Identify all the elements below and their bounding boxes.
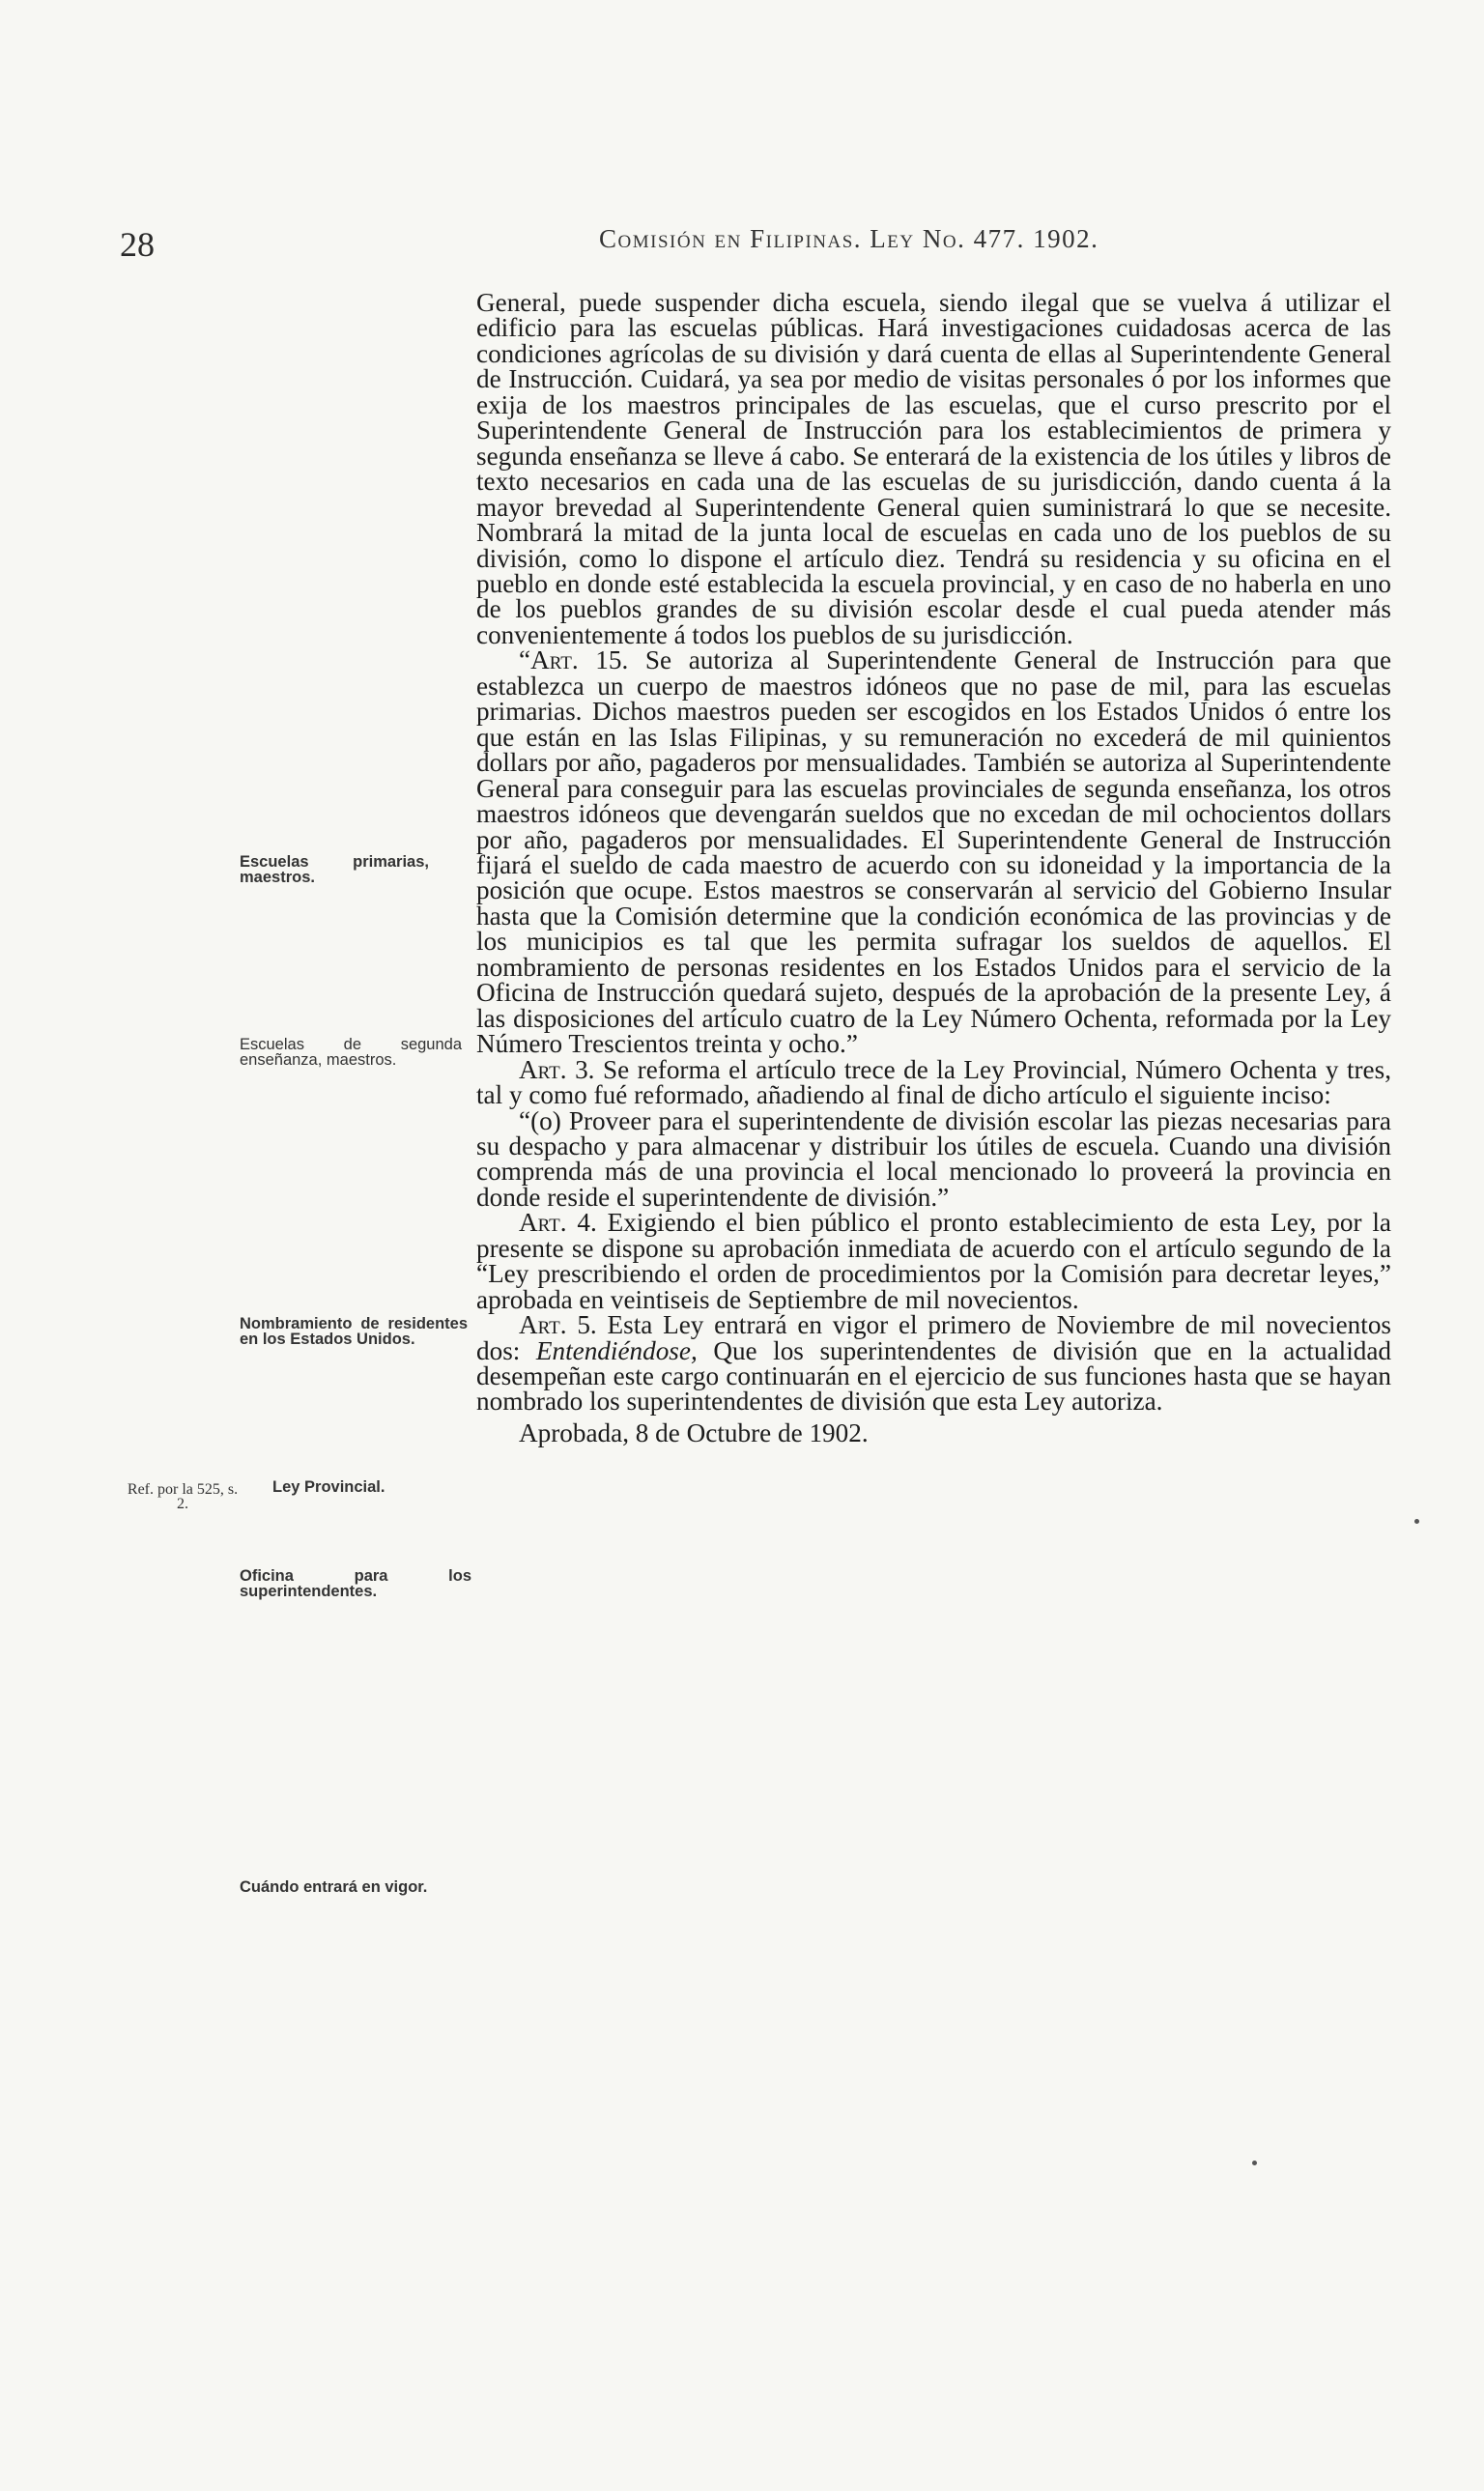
body-column	[476, 290, 1391, 1446]
art-5-text-b: Que los superintendentes de división que en la actualidad desempeñan este cargo continuarán en el ejercicio de sus funciones hasta que se hayan nombrado los superintendentes de división que esta Ley autoriza.	[476, 1335, 1392, 1417]
paragraph-1: General, puede suspender dicha escuela, siendo ilegal que se vuelva á utilizar el edificio para las escuelas públicas. Hará investigaciones cuidadosas acerca de las condiciones agrícolas de su división y dará cuenta de ellas al Superintendente General de Instrucción. Cuidará, ya sea por medio de visitas personales ó por los informes que exija de los maestros principales de las escuelas, que el curso prescrito por el Superintendente General de Instrucción para los establecimientos de primera y segunda enseñanza se lleve á cabo. Se enterará de la existencia de los útiles y libros de texto necesarios en cada una de las escuelas de su jurisdicción, dando cuenta á la mayor brevedad al Superintendente General quien suministrará lo que se necesite. Nombrará la mitad de la junta local de escuelas en cada uno de los pueblos de su división, como lo dispone el artículo diez. Tendrá su residencia y su oficina en el pueblo en donde esté establecida la escuela provincial, y en caso de no haberla en uno de los pueblos grandes de su división escolar desde el cual pueda atender más convenientemente á todos los pueblos de su jurisdicción.	[476, 288, 1391, 649]
margin-note-escuelas-segunda: Escuelas de segunda enseñanza, maestros.	[240, 1036, 462, 1069]
margin-note-escuelas-primarias: Escuelas primarias, maestros.	[240, 853, 429, 886]
page-number: 28	[120, 225, 155, 264]
paragraph-art-4	[476, 1210, 1391, 1312]
art-5-lead: Art. 5.	[519, 1310, 597, 1340]
art-5-text-a: Esta Ley entrará en vigor el primero de Noviembre de mil novecientos dos:	[476, 1310, 1391, 1365]
paragraph-art-5	[476, 1312, 1391, 1415]
paragraph-art-3	[476, 1054, 1391, 1110]
running-head: Comisión en Filipinas. Ley No. 477. 1902.	[599, 224, 1099, 253]
paragraph-inciso-o: “(o) Proveer para el superintendente de división escolar las piezas necesarias para su despacho y para almacenar y distribuir los útiles de escuela. Cuando una división comprenda más de una provincia el local mencionado lo proveerá la provincia en donde reside el superintendente de división.”	[476, 1105, 1391, 1212]
art-4-lead: Art. 4.	[519, 1208, 597, 1238]
art-3-lead: Art. 3.	[519, 1054, 595, 1084]
margin-note-nombramiento: Nombramiento de residentes en los Estados Unidos.	[240, 1315, 468, 1348]
paragraph-art-15	[476, 645, 1392, 1059]
approval-line: Aprobada, 8 de Octubre de 1902.	[519, 1417, 869, 1447]
scan-speck	[1414, 1519, 1419, 1524]
scan-speck	[1252, 2161, 1257, 2165]
margin-note-ref: Ref. por la 525, s. 2.	[127, 1481, 239, 1512]
art-15-text: Se autoriza al Superintendente General de Instrucción para que establezca un cuerpo de maestros idóneos que no pase de mil, para las escuelas primarias. Dichos maestros pueden ser escogidos en los Estados Unidos ó entre los que están en las Islas Filipinas, y su remuneración no excederá de mil quinientos dollars por año, pagaderos por mensualidades. También se autoriza al Superintendente General para conseguir para las escuelas provinciales de segunda enseñanza, los otros maestros idóneos que devengarán sueldos que no excedan de mil ochocientos dollars por año, pagaderos por mensualidades. El Superintendente General de Instrucción fijará el sueldo de cada maestro de acuerdo con su idoneidad y la importancia de la posición que ocupe. Estos maestros se conservarán al servicio del Gobierno Insular hasta que la Comisión determine que la condición económica de las provincias y de los municipios es tal que les permita sufragar los sueldos de aquellos. El nombramiento de personas residentes en los Estados Unidos para el servicio de la Oficina de Instrucción quedará sujeto, después de la aprobación de la presente Ley, á las disposiciones del artículo cuatro de la Ley Número Ochenta, reformada por la Ley Número Trescientos treinta y ocho.”	[476, 645, 1392, 1059]
margin-note-cuando-entrara: Cuándo entrará en vigor.	[240, 1878, 428, 1896]
art-5-emphasis: Entendiéndose,	[535, 1335, 698, 1365]
margin-note-ley-provincial: Ley Provincial.	[272, 1478, 385, 1496]
art-15-lead: “Art. 15.	[519, 645, 629, 675]
margin-note-oficina: Oficina para los superintendentes.	[240, 1567, 471, 1600]
art-3-text: Se reforma el artículo trece de la Ley Provincial, Número Ochenta y tres, tal y como fué reformado, añadiendo al final de dicho artículo el siguiente inciso:	[476, 1054, 1391, 1110]
art-4-text: Exigiendo el bien público el pronto establecimiento de esta Ley, por la presente se dispone su aprobación inmediata de acuerdo con el artículo segundo de la “Ley prescribiendo el orden de procedimientos por la Comisión para decretar leyes,” aprobada en veintiseis de Septiembre de mil novecientos.	[476, 1208, 1391, 1314]
